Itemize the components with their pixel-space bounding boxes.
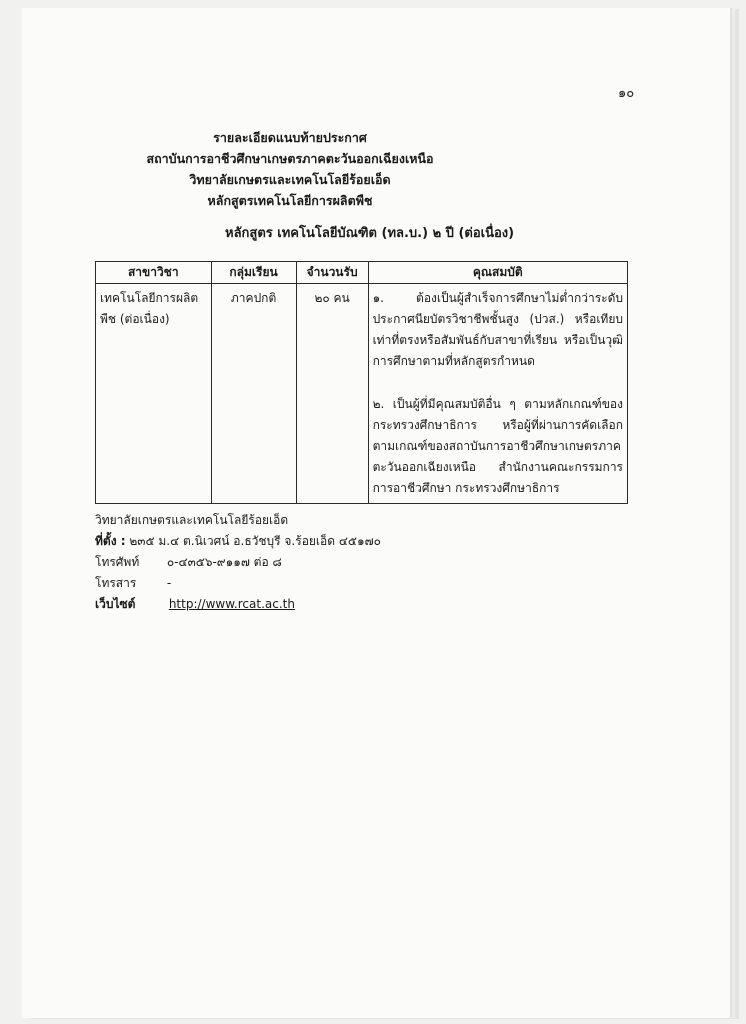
header-institute: สถาบันการอาชีวศึกษาเกษตรภาคตะวันออกเฉียงเหนือ [146,151,434,166]
header-qualification: คุณสมบัติ [368,262,627,284]
table-row [96,284,628,504]
address-label: ที่ตั้ง : [95,534,126,548]
header-program: หลักสูตรเทคโนโลยีการผลิตพืช [207,193,373,208]
header-college: วิทยาลัยเกษตรและเทคโนโลยีร้อยเอ็ด [189,172,391,187]
header-title: รายละเอียดแนบท้ายประกาศ [213,130,367,145]
cell-major: เทคโนโลยีการผลิตพืช (ต่อเนื่อง) [96,284,212,504]
page-number: ๑๐ [618,86,635,101]
fax-value: - [166,576,172,590]
phone-value: ๐-๔๓๕๖-๙๑๑๗ ต่อ ๘ [166,555,282,569]
phone-row [95,552,381,573]
fax-label: โทรสาร [95,576,137,590]
contact-block [95,510,381,615]
course-title: หลักสูตร เทคโนโลยีบัณฑิต (ทล.บ.) ๒ ปี (ต่อเนื่อง) [225,226,515,241]
website-row [95,594,381,615]
address-row [95,531,381,552]
admission-table [95,261,628,504]
table-header-row [96,262,628,284]
phone-label: โทรศัพท์ [95,555,140,569]
header-quota: จำนวนรับ [296,262,368,284]
header-group: กลุ่มเรียน [211,262,296,284]
address-value: ๒๓๕ ม.๔ ต.นิเวศน์ อ.ธวัชบุรี จ.ร้อยเอ็ด ๔๕๑๗๐ [129,534,381,548]
announcement-header [0,127,746,211]
college-name: วิทยาลัยเกษตรและเทคโนโลยีร้อยเอ็ด [95,513,289,527]
cell-group: ภาคปกติ [211,284,296,504]
website-link[interactable]: http://www.rcat.ac.th [168,597,295,611]
cell-quota: ๒๐ คน [296,284,368,504]
website-label: เว็บไซต์ [95,597,136,611]
fax-row [95,573,381,594]
header-major: สาขาวิชา [96,262,212,284]
qualification-item-1: ๑. ต้องเป็นผู้สำเร็จการศึกษาไม่ต่ำกว่าระดับประกาศนียบัตรวิชาชีพชั้นสูง (ปวส.) หรือเทียบเท่าที่ตรงหรือสัมพันธ์กับสาขาที่เรียน หรือเป็นวุฒิการศึกษาตามที่หลักสูตรกำหนด [372,291,623,368]
qualification-item-2: ๒. เป็นผู้ที่มีคุณสมบัติอื่น ๆ ตามหลักเกณฑ์ของกระทรวงศึกษาธิการ หรือผู้ที่ผ่านการคัดเลือกตามเกณฑ์ของสถาบันการอาชีวศึกษาเกษตรภาคตะวันออกเฉียงเหนือ สำนักงานคณะกรรมการการอาชีวศึกษา กระทรวงศึกษาธิการ [372,397,623,495]
cell-qualification [368,284,627,504]
